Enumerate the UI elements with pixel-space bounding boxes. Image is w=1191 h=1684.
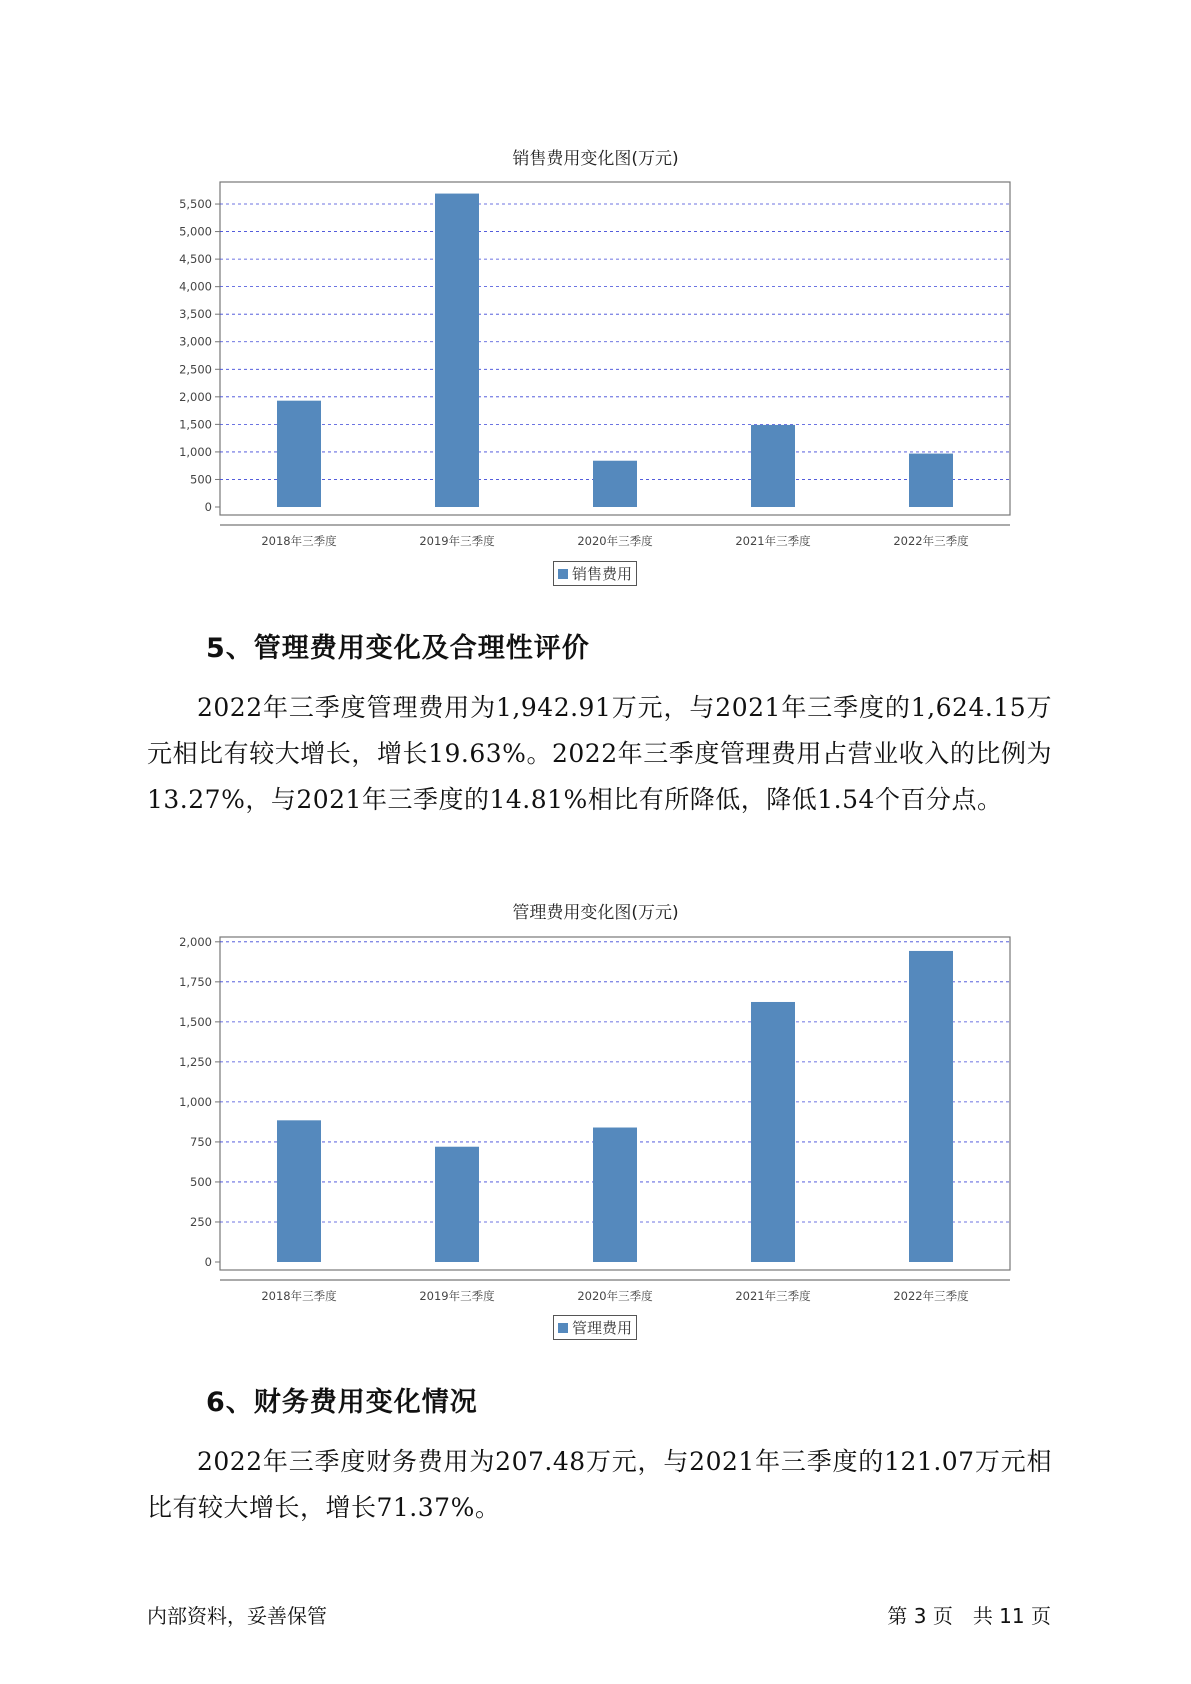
chart1-ytick-label: 500 [190, 472, 212, 487]
chart2-bar [751, 1002, 795, 1262]
chart1-xtick-label: 2022年三季度 [893, 534, 969, 548]
chart1-xtick-label: 2020年三季度 [577, 534, 653, 548]
chart1-xtick-label: 2018年三季度 [261, 534, 337, 548]
section5-paragraph [147, 685, 1052, 823]
footer-left: 内部资料，妥善保管 [147, 1604, 327, 1628]
chart1-ytick-label: 4,000 [179, 279, 212, 294]
chart1-ytick-label: 4,500 [179, 252, 212, 267]
chart2-xtick-label: 2020年三季度 [577, 1289, 653, 1303]
chart1-legend-label: 销售费用 [572, 565, 633, 583]
chart1-ytick-label: 0 [204, 500, 212, 514]
section6-paragraph [147, 1439, 1052, 1531]
chart1-ytick-label: 3,000 [179, 334, 212, 349]
chart1-xtick-label: 2019年三季度 [419, 534, 495, 548]
chart2-bar [593, 1128, 637, 1262]
section5-heading: 5、管理费用变化及合理性评价 [206, 633, 590, 664]
chart2-bar [909, 951, 953, 1262]
chart1-ytick-label: 1,000 [179, 444, 212, 459]
chart1-ytick-label: 1,500 [179, 417, 212, 432]
chart1-legend [553, 561, 637, 586]
chart2-ytick-label: 1,000 [179, 1094, 212, 1109]
chart2-legend-label: 管理费用 [572, 1319, 633, 1337]
chart1-bar [593, 461, 637, 507]
management-expense-chart [0, 925, 1191, 1303]
sales-expense-chart [0, 170, 1191, 548]
chart2-ytick-label: 250 [190, 1214, 212, 1229]
chart2-ytick-label: 0 [204, 1255, 212, 1269]
chart2-ytick-label: 500 [190, 1174, 212, 1189]
section6-text: 2022年三季度财务费用为207.48万元，与2021年三季度的121.07万元相比有较大增长，增长71.37%。 [147, 1447, 1052, 1522]
chart2-bar [435, 1147, 479, 1262]
chart1-ytick-label: 5,000 [179, 224, 212, 239]
chart1-bar [909, 454, 953, 507]
chart2-title: 管理费用变化图(万元) [512, 903, 679, 923]
chart2-legend [553, 1315, 637, 1340]
chart1-ytick-label: 2,500 [179, 362, 212, 377]
chart2-ytick-label: 1,250 [179, 1054, 212, 1069]
chart1-ytick-label: 2,000 [179, 389, 212, 404]
chart2-xtick-label: 2021年三季度 [735, 1289, 811, 1303]
section5-text: 2022年三季度管理费用为1,942.91万元，与2021年三季度的1,624.15万元相比有较大增长，增长19.63%。2022年三季度管理费用占营业收入的比例为13.27%，与2021年三季度的14.81%相比有所降低，降低1.54个百分点。 [147, 693, 1052, 814]
chart1-ytick-label: 5,500 [179, 197, 212, 212]
footer-page-number: 第 3 页 共 11 页 [887, 1604, 1051, 1628]
legend-swatch [558, 569, 568, 579]
section6-heading: 6、财务费用变化情况 [206, 1387, 478, 1418]
chart1-bar [751, 425, 795, 507]
legend-swatch [558, 1323, 568, 1333]
chart1-title: 销售费用变化图(万元) [512, 149, 679, 169]
chart1-bar [435, 194, 479, 507]
chart2-ytick-label: 1,750 [179, 974, 212, 989]
chart2-ytick-label: 2,000 [179, 934, 212, 949]
chart2-bar [277, 1120, 321, 1262]
chart2-xtick-label: 2018年三季度 [261, 1289, 337, 1303]
chart2-xtick-label: 2019年三季度 [419, 1289, 495, 1303]
chart2-xtick-label: 2022年三季度 [893, 1289, 969, 1303]
chart1-bar [277, 401, 321, 507]
chart2-ytick-label: 1,500 [179, 1014, 212, 1029]
chart2-ytick-label: 750 [190, 1134, 212, 1149]
chart1-xtick-label: 2021年三季度 [735, 534, 811, 548]
chart1-ytick-label: 3,500 [179, 307, 212, 322]
